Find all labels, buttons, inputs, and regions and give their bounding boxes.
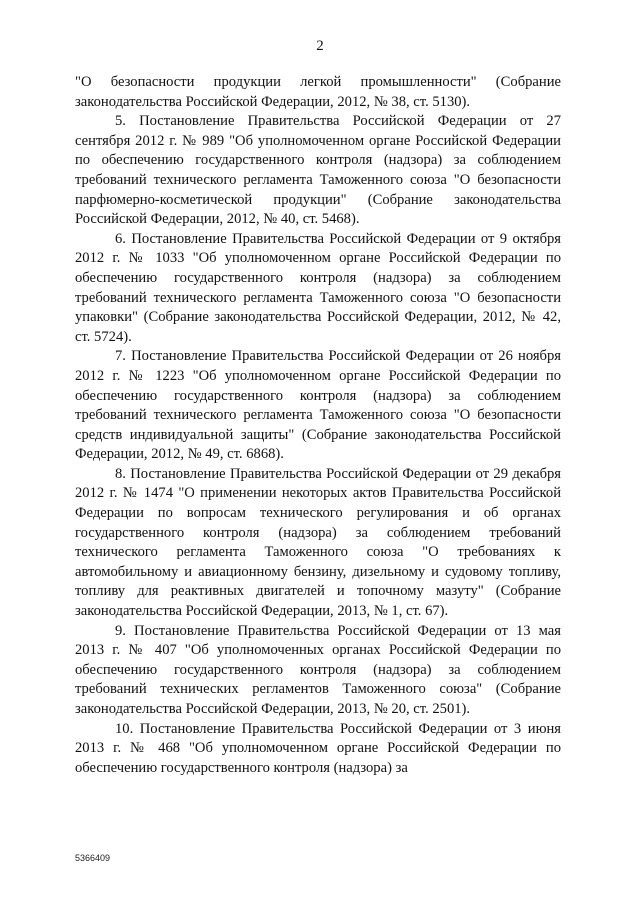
paragraph-item-9: 9. Постановление Правительства Российской Федерации от 13 мая 2013 г. № 407 "Об уполномоченных органах Российской Федерации по обеспечению государственного контроля (надзора) за соблюдением требований технических регламентов Таможенного союза" (Собрание законодательства Российской Федерации, 2013, № 20, ст. 2501). [75,622,561,717]
paragraph-item-6: 6. Постановление Правительства Российской Федерации от 9 октября 2012 г. № 1033 "Об уполномоченном органе Российской Федерации по обеспечению государственного контроля (надзора) за соблюдением требований технического регламента Таможенного союза "О безопасности упаковки" (Собрание законодательства Российской Федерации, 2012, № 42, ст. 5724). [75,230,561,345]
document-body [75,73,561,778]
paragraph-continuation: "О безопасности продукции легкой промышленности" (Собрание законодательства Российской Федерации, 2012, № 38, ст. 5130). [75,74,561,110]
paragraph-item-7: 7. Постановление Правительства Российской Федерации от 26 ноября 2012 г. № 1223 "Об уполномоченном органе Российской Федерации по обеспечению государственного контроля (надзора) за соблюдением требований технического регламента Таможенного союза "О безопасности средств индивидуальной защиты" (Собрание законодательства Российской Федерации, 2012, № 49, ст. 6868). [75,348,561,463]
paragraph-item-5: 5. Постановление Правительства Российской Федерации от 27 сентября 2012 г. № 989 "Об уполномоченном органе Российской Федерации по обеспечению государственного контроля (надзора) за соблюдением требований технического регламента Таможенного союза "О безопасности парфюмерно-косметической продукции" (Собрание законодательства Российской Федерации, 2012, № 40, ст. 5468). [75,113,561,228]
document-code: 5366409 [75,853,111,863]
paragraph-item-10: 10. Постановление Правительства Российской Федерации от 3 июня 2013 г. № 468 "Об уполномоченном органе Российской Федерации по обеспечению государственного контроля (надзора) за [75,720,561,776]
page-number: 2 [316,38,324,54]
paragraph-item-8: 8. Постановление Правительства Российской Федерации от 29 декабря 2012 г. № 1474 "О применении некоторых актов Правительства Российской Федерации по вопросам технического регулирования и об органах государственного контроля (надзора) за соблюдением требований технического регламента Таможенного союза "О требованиях к автомобильному и авиационному бензину, дизельному и судовому топливу, топливу для реактивных двигателей и топочному мазуту" (Собрание законодательства Российской Федерации, 2013, № 1, ст. 67). [75,465,561,620]
